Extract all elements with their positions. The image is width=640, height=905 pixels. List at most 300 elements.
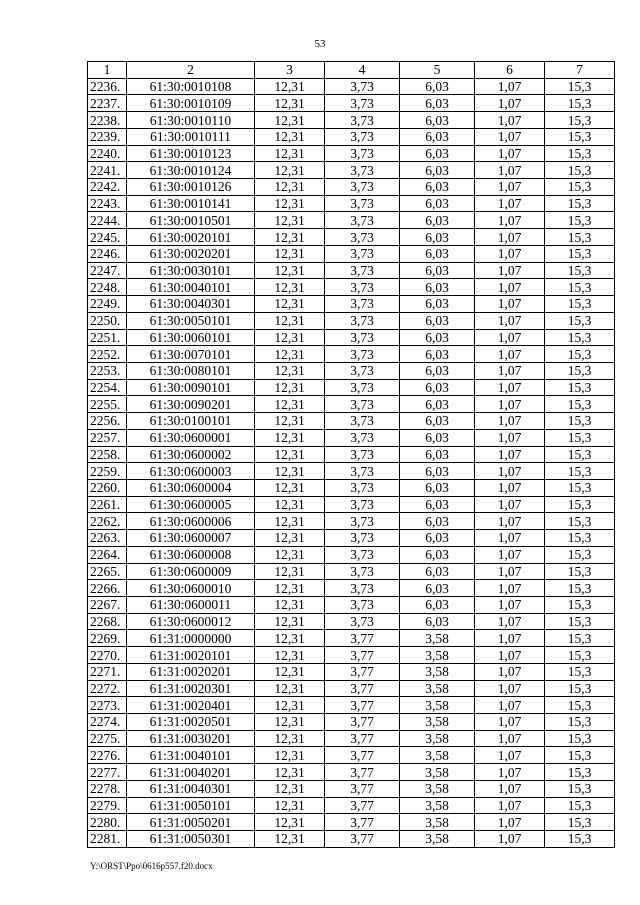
column-header: 1 [88, 62, 127, 79]
table-cell: 3,58 [400, 764, 475, 781]
table-cell: 2252. [88, 346, 127, 363]
table-row [88, 379, 615, 396]
table-cell: 1,07 [475, 362, 545, 379]
table-cell: 12,31 [255, 747, 325, 764]
table-cell: 1,07 [475, 396, 545, 413]
table-cell: 61:30:0600009 [127, 563, 255, 580]
table-cell: 2260. [88, 479, 127, 496]
table-cell: 12,31 [255, 831, 325, 848]
table-cell: 15,3 [545, 195, 615, 212]
table-cell: 12,31 [255, 128, 325, 145]
table-cell: 6,03 [400, 112, 475, 129]
table-cell: 6,03 [400, 245, 475, 262]
table-cell: 3,73 [325, 613, 400, 630]
table-cell: 1,07 [475, 513, 545, 530]
table-cell: 12,31 [255, 329, 325, 346]
column-header: 7 [545, 62, 615, 79]
table-cell: 1,07 [475, 530, 545, 547]
table-cell: 3,58 [400, 630, 475, 647]
table-cell: 15,3 [545, 580, 615, 597]
table-cell: 2270. [88, 647, 127, 664]
table-cell: 12,31 [255, 229, 325, 246]
table-cell: 3,73 [325, 95, 400, 112]
table-cell: 61:30:0060101 [127, 329, 255, 346]
table-cell: 6,03 [400, 613, 475, 630]
table-cell: 6,03 [400, 312, 475, 329]
table-cell: 61:30:0020201 [127, 245, 255, 262]
table-row [88, 831, 615, 848]
table-cell: 3,58 [400, 814, 475, 831]
table-cell: 12,31 [255, 346, 325, 363]
table-cell: 3,77 [325, 764, 400, 781]
table-row [88, 747, 615, 764]
table-cell: 3,73 [325, 179, 400, 196]
table-cell: 2266. [88, 580, 127, 597]
table-cell: 12,31 [255, 429, 325, 446]
table-cell: 2271. [88, 663, 127, 680]
table-cell: 61:31:0050301 [127, 831, 255, 848]
table-cell: 12,31 [255, 613, 325, 630]
table-cell: 15,3 [545, 312, 615, 329]
table-cell: 3,77 [325, 697, 400, 714]
table-cell: 1,07 [475, 764, 545, 781]
table-cell: 61:31:0020101 [127, 647, 255, 664]
table-cell: 3,73 [325, 112, 400, 129]
table-cell: 15,3 [545, 413, 615, 430]
table-cell: 2269. [88, 630, 127, 647]
table-cell: 12,31 [255, 162, 325, 179]
table-cell: 1,07 [475, 379, 545, 396]
table-cell: 12,31 [255, 513, 325, 530]
table-cell: 6,03 [400, 362, 475, 379]
table-cell: 3,73 [325, 379, 400, 396]
table-cell: 12,31 [255, 780, 325, 797]
table-cell: 3,77 [325, 680, 400, 697]
table-cell: 61:30:0010124 [127, 162, 255, 179]
table-cell: 12,31 [255, 463, 325, 480]
table-cell: 15,3 [545, 714, 615, 731]
table-cell: 15,3 [545, 747, 615, 764]
table-cell: 61:30:0050101 [127, 312, 255, 329]
table-cell: 12,31 [255, 764, 325, 781]
table-cell: 3,73 [325, 346, 400, 363]
table-row [88, 663, 615, 680]
table-cell: 3,58 [400, 680, 475, 697]
table-cell: 1,07 [475, 680, 545, 697]
table-row [88, 697, 615, 714]
table-cell: 12,31 [255, 647, 325, 664]
table-cell: 6,03 [400, 463, 475, 480]
table-cell: 3,73 [325, 597, 400, 614]
table-row [88, 814, 615, 831]
table-cell: 1,07 [475, 329, 545, 346]
table-cell: 2250. [88, 312, 127, 329]
table-cell: 61:31:0030201 [127, 730, 255, 747]
table-cell: 3,73 [325, 496, 400, 513]
table-cell: 6,03 [400, 346, 475, 363]
table-cell: 3,73 [325, 530, 400, 547]
table-cell: 1,07 [475, 479, 545, 496]
table-cell: 12,31 [255, 563, 325, 580]
table-cell: 15,3 [545, 797, 615, 814]
table-cell: 6,03 [400, 413, 475, 430]
table-cell: 6,03 [400, 513, 475, 530]
table-cell: 12,31 [255, 279, 325, 296]
table-row [88, 597, 615, 614]
table-cell: 15,3 [545, 764, 615, 781]
table-cell: 15,3 [545, 112, 615, 129]
table-cell: 15,3 [545, 513, 615, 530]
table-cell: 12,31 [255, 714, 325, 731]
table-cell: 2258. [88, 446, 127, 463]
table-row [88, 179, 615, 196]
table-cell: 3,58 [400, 831, 475, 848]
table-cell: 15,3 [545, 730, 615, 747]
table-cell: 12,31 [255, 446, 325, 463]
table-cell: 2276. [88, 747, 127, 764]
table-cell: 2281. [88, 831, 127, 848]
table-cell: 61:31:0040201 [127, 764, 255, 781]
table-cell: 15,3 [545, 346, 615, 363]
table-row [88, 296, 615, 313]
table-cell: 61:31:0020201 [127, 663, 255, 680]
table-cell: 2248. [88, 279, 127, 296]
table-row [88, 312, 615, 329]
table-cell: 3,73 [325, 229, 400, 246]
table-row [88, 95, 615, 112]
table-cell: 15,3 [545, 128, 615, 145]
table-row [88, 613, 615, 630]
table-row [88, 112, 615, 129]
table-cell: 3,73 [325, 128, 400, 145]
table-cell: 12,31 [255, 663, 325, 680]
table-cell: 15,3 [545, 563, 615, 580]
table-cell: 61:30:0600012 [127, 613, 255, 630]
table-cell: 61:31:0000000 [127, 630, 255, 647]
table-cell: 15,3 [545, 697, 615, 714]
table-cell: 12,31 [255, 195, 325, 212]
column-header: 2 [127, 62, 255, 79]
table-row [88, 245, 615, 262]
table-cell: 61:30:0030101 [127, 262, 255, 279]
table-cell: 15,3 [545, 446, 615, 463]
table-cell: 12,31 [255, 597, 325, 614]
table-cell: 15,3 [545, 831, 615, 848]
table-cell: 15,3 [545, 245, 615, 262]
table-cell: 3,77 [325, 831, 400, 848]
table-cell: 2261. [88, 496, 127, 513]
table-row [88, 396, 615, 413]
table-cell: 2246. [88, 245, 127, 262]
table-cell: 2256. [88, 413, 127, 430]
table-row [88, 145, 615, 162]
table-cell: 1,07 [475, 195, 545, 212]
table-cell: 3,73 [325, 329, 400, 346]
table-cell: 15,3 [545, 162, 615, 179]
table-cell: 2238. [88, 112, 127, 129]
table-cell: 6,03 [400, 479, 475, 496]
table-cell: 15,3 [545, 145, 615, 162]
table-cell: 6,03 [400, 95, 475, 112]
table-body [88, 78, 615, 847]
table-cell: 3,73 [325, 563, 400, 580]
table-cell: 1,07 [475, 814, 545, 831]
table-cell: 3,73 [325, 162, 400, 179]
table-cell: 61:30:0600010 [127, 580, 255, 597]
table-cell: 61:31:0050101 [127, 797, 255, 814]
table-cell: 15,3 [545, 296, 615, 313]
table-cell: 15,3 [545, 429, 615, 446]
table-cell: 61:31:0040101 [127, 747, 255, 764]
table-cell: 2242. [88, 179, 127, 196]
table-row [88, 413, 615, 430]
table-cell: 3,77 [325, 647, 400, 664]
table-cell: 1,07 [475, 463, 545, 480]
table-row [88, 780, 615, 797]
table-cell: 61:31:0020301 [127, 680, 255, 697]
table-cell: 6,03 [400, 329, 475, 346]
table-cell: 1,07 [475, 128, 545, 145]
table-cell: 2280. [88, 814, 127, 831]
table-cell: 61:30:0600007 [127, 530, 255, 547]
table-cell: 3,73 [325, 413, 400, 430]
table-cell: 1,07 [475, 496, 545, 513]
table-cell: 1,07 [475, 613, 545, 630]
table-cell: 61:30:0010123 [127, 145, 255, 162]
table-cell: 1,07 [475, 647, 545, 664]
table-cell: 12,31 [255, 814, 325, 831]
table-row [88, 229, 615, 246]
table-cell: 12,31 [255, 580, 325, 597]
table-row [88, 346, 615, 363]
table-cell: 2237. [88, 95, 127, 112]
table-cell: 3,73 [325, 463, 400, 480]
page-number: 53 [314, 38, 326, 50]
table-row [88, 496, 615, 513]
table-cell: 3,73 [325, 479, 400, 496]
table-cell: 15,3 [545, 95, 615, 112]
table-cell: 2259. [88, 463, 127, 480]
table-row [88, 463, 615, 480]
table-cell: 1,07 [475, 279, 545, 296]
table-cell: 12,31 [255, 296, 325, 313]
table-row [88, 546, 615, 563]
table-cell: 3,58 [400, 797, 475, 814]
table-cell: 1,07 [475, 245, 545, 262]
table-cell: 12,31 [255, 797, 325, 814]
table-cell: 1,07 [475, 563, 545, 580]
table-cell: 3,77 [325, 630, 400, 647]
table-cell: 3,73 [325, 446, 400, 463]
table-cell: 12,31 [255, 262, 325, 279]
table-cell: 12,31 [255, 179, 325, 196]
table-cell: 1,07 [475, 262, 545, 279]
table-cell: 2275. [88, 730, 127, 747]
table-cell: 3,58 [400, 714, 475, 731]
table-cell: 12,31 [255, 78, 325, 95]
table-cell: 61:30:0600003 [127, 463, 255, 480]
table-cell: 2243. [88, 195, 127, 212]
table-cell: 6,03 [400, 379, 475, 396]
table-cell: 15,3 [545, 379, 615, 396]
table-cell: 3,58 [400, 747, 475, 764]
table-cell: 61:30:0600002 [127, 446, 255, 463]
table-cell: 2253. [88, 362, 127, 379]
table-cell: 3,73 [325, 296, 400, 313]
table-cell: 61:31:0020501 [127, 714, 255, 731]
table-cell: 12,31 [255, 730, 325, 747]
table-cell: 2254. [88, 379, 127, 396]
table-cell: 1,07 [475, 780, 545, 797]
table-cell: 61:30:0040101 [127, 279, 255, 296]
table-cell: 3,77 [325, 714, 400, 731]
table-cell: 1,07 [475, 413, 545, 430]
table-cell: 61:31:0020401 [127, 697, 255, 714]
table-cell: 6,03 [400, 145, 475, 162]
table-cell: 12,31 [255, 413, 325, 430]
table-cell: 1,07 [475, 630, 545, 647]
table-cell: 2263. [88, 530, 127, 547]
table-cell: 1,07 [475, 429, 545, 446]
table-cell: 2264. [88, 546, 127, 563]
table-cell: 2272. [88, 680, 127, 697]
table-cell: 1,07 [475, 831, 545, 848]
table-cell: 61:30:0040301 [127, 296, 255, 313]
table-cell: 2277. [88, 764, 127, 781]
table-cell: 61:30:0090101 [127, 379, 255, 396]
table-cell: 1,07 [475, 112, 545, 129]
table-cell: 15,3 [545, 78, 615, 95]
table-cell: 1,07 [475, 312, 545, 329]
table-cell: 3,77 [325, 730, 400, 747]
table-cell: 6,03 [400, 296, 475, 313]
table-cell: 1,07 [475, 697, 545, 714]
table-cell: 3,58 [400, 730, 475, 747]
table-cell: 61:30:0010109 [127, 95, 255, 112]
table-cell: 1,07 [475, 580, 545, 597]
table-cell: 6,03 [400, 179, 475, 196]
table-cell: 15,3 [545, 179, 615, 196]
table-cell: 2273. [88, 697, 127, 714]
table-row [88, 530, 615, 547]
table-cell: 12,31 [255, 530, 325, 547]
table-row [88, 730, 615, 747]
table-cell: 12,31 [255, 112, 325, 129]
table-cell: 3,73 [325, 245, 400, 262]
table-cell: 1,07 [475, 212, 545, 229]
table-cell: 2241. [88, 162, 127, 179]
table-cell: 3,77 [325, 747, 400, 764]
table-cell: 12,31 [255, 362, 325, 379]
table-cell: 1,07 [475, 346, 545, 363]
table-cell: 3,58 [400, 647, 475, 664]
table-cell: 15,3 [545, 780, 615, 797]
table-cell: 3,73 [325, 362, 400, 379]
table-cell: 15,3 [545, 496, 615, 513]
table-cell: 1,07 [475, 730, 545, 747]
table-cell: 15,3 [545, 396, 615, 413]
table-cell: 15,3 [545, 680, 615, 697]
table-cell: 1,07 [475, 162, 545, 179]
table-cell: 3,73 [325, 212, 400, 229]
table-cell: 6,03 [400, 195, 475, 212]
table-cell: 3,77 [325, 814, 400, 831]
table-cell: 3,73 [325, 580, 400, 597]
table-cell: 1,07 [475, 229, 545, 246]
table-cell: 12,31 [255, 145, 325, 162]
column-header: 5 [400, 62, 475, 79]
table-cell: 2249. [88, 296, 127, 313]
table-cell: 3,58 [400, 663, 475, 680]
table-cell: 61:30:0600004 [127, 479, 255, 496]
table-cell: 12,31 [255, 546, 325, 563]
table-cell: 61:30:0010501 [127, 212, 255, 229]
table-cell: 3,73 [325, 429, 400, 446]
table-cell: 1,07 [475, 78, 545, 95]
table-cell: 1,07 [475, 296, 545, 313]
table-row [88, 680, 615, 697]
column-header: 3 [255, 62, 325, 79]
table-cell: 15,3 [545, 229, 615, 246]
table-cell: 12,31 [255, 680, 325, 697]
table-cell: 6,03 [400, 597, 475, 614]
table-row [88, 128, 615, 145]
table-cell: 6,03 [400, 128, 475, 145]
table-cell: 12,31 [255, 479, 325, 496]
column-header: 4 [325, 62, 400, 79]
table-row [88, 162, 615, 179]
table-cell: 1,07 [475, 179, 545, 196]
table-cell: 2247. [88, 262, 127, 279]
table-cell: 15,3 [545, 479, 615, 496]
table-cell: 1,07 [475, 145, 545, 162]
table-cell: 3,73 [325, 546, 400, 563]
table-row [88, 262, 615, 279]
footer-file-path: Y:\ORST\Ppo\0616p557.f20.docx [90, 861, 213, 871]
table-cell: 12,31 [255, 245, 325, 262]
table-cell: 61:30:0020101 [127, 229, 255, 246]
table-cell: 2240. [88, 145, 127, 162]
table-cell: 1,07 [475, 446, 545, 463]
table-cell: 61:30:0600006 [127, 513, 255, 530]
table-cell: 3,73 [325, 195, 400, 212]
table-cell: 2245. [88, 229, 127, 246]
table-cell: 2262. [88, 513, 127, 530]
table-cell: 2257. [88, 429, 127, 446]
table-cell: 6,03 [400, 396, 475, 413]
table-cell: 2274. [88, 714, 127, 731]
table-cell: 2244. [88, 212, 127, 229]
data-table [87, 61, 615, 848]
table-cell: 3,58 [400, 697, 475, 714]
table-cell: 6,03 [400, 496, 475, 513]
table-cell: 15,3 [545, 630, 615, 647]
table-cell: 3,73 [325, 78, 400, 95]
table-cell: 15,3 [545, 262, 615, 279]
table-row [88, 479, 615, 496]
table-cell: 1,07 [475, 546, 545, 563]
table-cell: 6,03 [400, 580, 475, 597]
table-cell: 6,03 [400, 563, 475, 580]
table-cell: 3,77 [325, 780, 400, 797]
table-row [88, 797, 615, 814]
table-cell: 15,3 [545, 279, 615, 296]
table-cell: 1,07 [475, 597, 545, 614]
table-cell: 12,31 [255, 697, 325, 714]
table-cell: 12,31 [255, 95, 325, 112]
table-cell: 15,3 [545, 546, 615, 563]
table-cell: 61:30:0080101 [127, 362, 255, 379]
